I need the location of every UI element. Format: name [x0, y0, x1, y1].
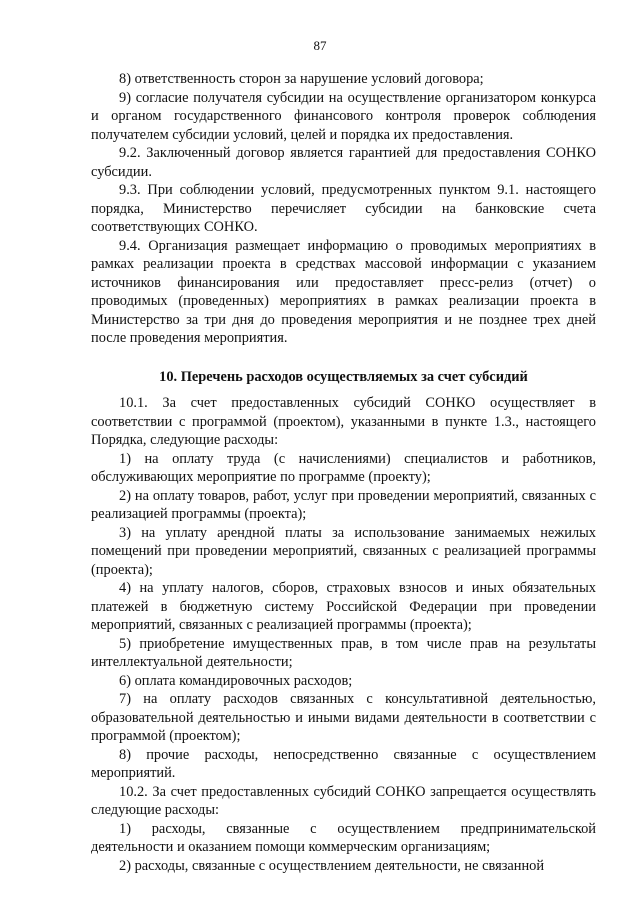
paragraph-10-1-item-4: 4) на уплату налогов, сборов, страховых взносов и иных обязательных платежей в бюджетную систему Российской Федерации при проведении мероприятий, связанных с реализацией программы (проекта); [91, 580, 596, 633]
paragraph-10-1-item-5: 5) приобретение имущественных прав, в том числе прав на результаты интеллектуальной деятельности; [91, 635, 596, 670]
paragraph-10-2-item-1: 1) расходы, связанные с осуществлением предпринимательской деятельности и оказанием помощи коммерческим организациям; [91, 820, 596, 855]
paragraph-9-2: 9.2. Заключенный договор является гарантией для предоставления СОНКО субсидии. [91, 145, 596, 180]
paragraph-9-1-item-8: 8) ответственность сторон за нарушение условий договора; [119, 71, 484, 87]
paragraph-10-1-item-2: 2) на оплату товаров, работ, услуг при проведении мероприятий, связанных с реализацией программы (проекта); [91, 487, 596, 522]
paragraph-10-1: 10.1. За счет предоставленных субсидий СОНКО осуществляет в соответствии с программой (проектом), указанными в пункте 1.3., настоящего Порядка, следующие расходы: [91, 395, 596, 448]
paragraph-10-1-item-8: 8) прочие расходы, непосредственно связанные с осуществлением мероприятий. [91, 746, 596, 781]
paragraph-9-4: 9.4. Организация размещает информацию о проводимых мероприятиях в рамках реализации проекта в средствах массовой информации с указанием источников финансирования или предоставляет пресс-релиз (отчет) о проводимых (проведенных) мероприятиях в рамках реализации проекта в Министерство за три дня до проведения мероприятия и не позднее трех дней после проведения мероприятия. [91, 237, 596, 346]
paragraph-10-2: 10.2. За счет предоставленных субсидий СОНКО запрещается осуществлять следующие расходы: [91, 783, 596, 818]
paragraph-10-1-item-1: 1) на оплату труда (с начислениями) специалистов и работников, обслуживающих мероприятие по программе (проекту); [91, 450, 596, 485]
paragraph-10-1-item-3: 3) на уплату арендной платы за использование занимаемых нежилых помещений при проведении мероприятий, связанных с реализацией программы (проекта); [91, 524, 596, 578]
paragraph-9-1-item-9: 9) согласие получателя субсидии на осуществление организатором конкурса и органом государственного финансового контроля проверок соблюдения получателем субсидии условий, целей и порядка их предоставления. [91, 89, 596, 143]
paragraph-10-1-item-7: 7) на оплату расходов связанных с консультативной деятельностью, образовательной деятельностью и иными видами деятельности в соответствии с программой (проектом); [91, 691, 596, 744]
paragraph-10-2-item-2: 2) расходы, связанные с осуществлением деятельности, не связанной [119, 857, 545, 874]
document-body [91, 70, 596, 875]
paragraph-10-1-item-6: 6) оплата командировочных расходов; [119, 672, 353, 689]
paragraph-9-3: 9.3. При соблюдении условий, предусмотренных пунктом 9.1. настоящего порядка, Министерство перечисляет субсидии на банковские счета соответствующих СОНКО. [91, 182, 596, 235]
page-number: 87 [313, 38, 327, 53]
section-10-heading: 10. Перечень расходов осуществляемых за счет субсидий [159, 368, 528, 385]
